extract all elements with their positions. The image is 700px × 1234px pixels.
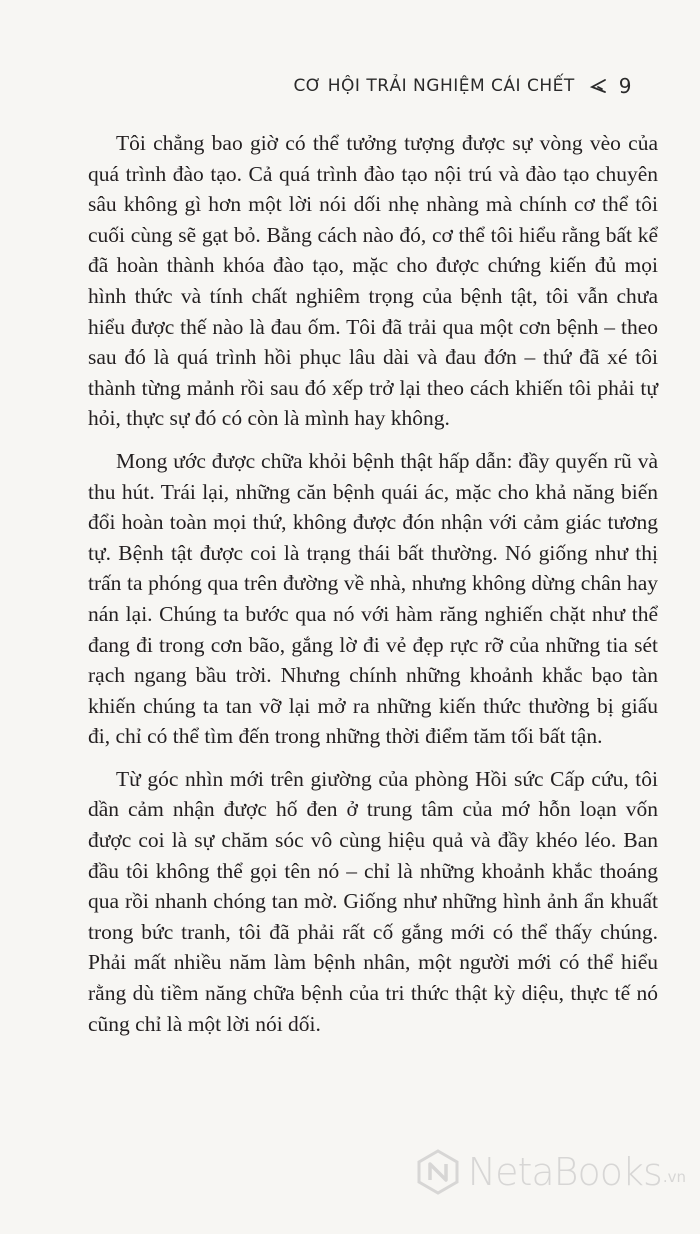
page-number: 9 xyxy=(618,74,632,98)
paragraph-3: Từ góc nhìn mới trên giường của phòng Hồi sức Cấp cứu, tôi dần cảm nhận được hố đen ở trung tâm của mớ hỗn loạn vốn được coi là sự chăm sóc vô cùng hiệu quả và đầy khéo léo. Ban đầu tôi không thể gọi tên nó – chỉ là những khoảnh khắc thoáng qua rồi nhanh chóng tan mờ. Giống như những hình ảnh ẩn khuất trong bức tranh, tôi đã phải rất cố gắng mới có thể thấy chúng. Phải mất nhiều năm làm bệnh nhân, một người mới có thể hiểu rằng dù tiềm năng chữa bệnh của tri thức thật kỳ diệu, thực tế nó cũng chỉ là một lời nói dối. xyxy=(88,766,658,1036)
body-text xyxy=(88,128,658,1051)
watermark-suffix: .vn xyxy=(662,1168,686,1186)
chevron-left-icon xyxy=(589,78,609,94)
chapter-title: CƠ HỘI TRẢI NGHIỆM CÁI CHẾT xyxy=(293,76,575,96)
paragraph-1: Tôi chẳng bao giờ có thể tưởng tượng được sự vòng vèo của quá trình đào tạo. Cả quá trình đào tạo nội trú và đào tạo chuyên sâu không gì hơn một lời nói dối nhẹ nhàng mà chính cơ thể tôi cuối cùng sẽ gạt bỏ. Bằng cách nào đó, cơ thể tôi hiểu rằng bất kể đã hoàn thành khóa đào tạo, mặc cho được chứng kiến đủ mọi hình thức và tính chất nghiêm trọng của bệnh tật, tôi vẫn chưa hiểu được thế nào là đau ốm. Tôi đã trải qua một cơn bệnh – theo sau đó là quá trình hồi phục lâu dài và đau đớn – thứ đã xé tôi thành từng mảnh rồi sau đó xếp trở lại theo cách khiến tôi phải tự hỏi, thực sự đó có còn là mình hay không. xyxy=(88,131,658,431)
paragraph-2: Mong ước được chữa khỏi bệnh thật hấp dẫn: đầy quyến rũ và thu hút. Trái lại, những căn bệnh quái ác, mặc cho khả năng biến đổi hoàn toàn mọi thứ, không được đón nhận với cảm giác tương tự. Bệnh tật được coi là trạng thái bất thường. Nó giống như thị trấn ta phóng qua trên đường về nhà, nhưng không dừng chân hay nán lại. Chúng ta bước qua nó với hàm răng nghiến chặt như thể đang đi trong cơn bão, gắng lờ đi vẻ đẹp rực rỡ của những tia sét rạch ngang bầu trời. Nhưng chính những khoảnh khắc bạo tàn khiến chúng ta tan vỡ lại mở ra những kiến thức thường bị giấu đi, chỉ có thể tìm đến trong những thời điểm tăm tối bất tận. xyxy=(88,448,658,749)
watermark xyxy=(414,1148,686,1196)
watermark-brand: NetaBooks xyxy=(467,1150,662,1194)
netabooks-logo-icon xyxy=(414,1148,462,1196)
running-header xyxy=(293,74,632,98)
